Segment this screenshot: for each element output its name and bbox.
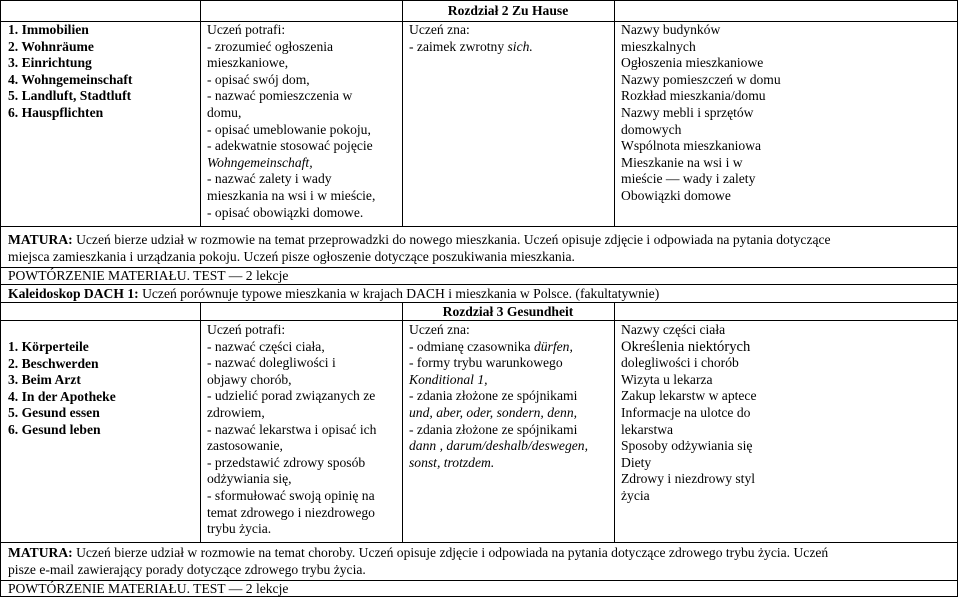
topic-item: 1. Immobilien	[8, 22, 89, 37]
chapter3-topic-list	[8, 339, 116, 439]
skills-header: Uczeń potrafi:	[207, 22, 286, 37]
vocab-line: dolegliwości i chorób	[621, 355, 739, 371]
skill-line: - opisać swój dom,	[207, 71, 310, 87]
skill-line: - sformułować swoją opinię na	[207, 487, 375, 503]
col-divider	[402, 0, 403, 226]
skill-line: domu,	[207, 104, 242, 120]
vocab-line: mieszkalnych	[621, 38, 696, 54]
skill-line: mieszkania na wsi i w mieście,	[207, 187, 376, 203]
col-divider	[614, 0, 615, 21]
vocab-line: Nazwy budynków	[621, 22, 721, 37]
matura-text: Uczeń bierze udział w rozmowie na temat choroby. Uczeń opisuje zdjęcie i odpowiada na pytania dotyczące zdrowego trybu życia. Uczeń	[72, 545, 829, 560]
vocab-line: mieście — wady i zalety	[621, 171, 756, 187]
vocab-line: domowych	[621, 121, 682, 137]
skill-line: - udzielić porad związanych ze	[207, 388, 376, 404]
skill-line: zdrowiem,	[207, 404, 265, 420]
topic-item: 6. Gesund leben	[8, 421, 101, 437]
knows-header: Uczeń zna:	[409, 322, 470, 337]
col-divider	[200, 21, 201, 226]
chapter3-knows	[409, 322, 588, 471]
row-divider	[0, 542, 958, 543]
topic-item: 4. Wohngemeinschaft	[8, 71, 133, 87]
vocab-line: Informacje na ulotce do	[621, 404, 751, 420]
skill-line: - nazwać części ciała,	[207, 338, 325, 354]
topic-item: 4. In der Apotheke	[8, 388, 116, 404]
knows-text: - zaimek zwrotny	[409, 38, 508, 54]
vocab-line: Ogłoszenia mieszkaniowe	[621, 55, 764, 71]
skill-line: - opisać obowiązki domowe.	[207, 204, 364, 220]
chapter2-heading: Rozdział 2 Zu Hause	[447, 3, 569, 18]
topic-item: 1. Körperteile	[8, 339, 89, 354]
skill-line: - nazwać lekarstwa i opisać ich	[207, 421, 377, 437]
vocab-line: Zdrowy i niezdrowy styl	[621, 471, 756, 487]
knows-line: sonst, trotzdem.	[409, 454, 495, 470]
matura-label: MATURA:	[8, 232, 73, 247]
vocab-line: Określenia niektórych	[621, 338, 751, 355]
chapter2-knows	[409, 22, 533, 55]
knows-header: Uczeń zna:	[409, 22, 470, 37]
kaleidoskop-row	[8, 286, 659, 303]
skill-line: temat zdrowego i niezdrowego	[207, 504, 375, 520]
skill-line: odżywiania się,	[207, 471, 292, 487]
chapter3-matura	[8, 545, 828, 578]
topic-item: 2. Beschwerden	[8, 355, 99, 371]
skill-line: - zrozumieć ogłoszenia	[207, 38, 334, 54]
vocab-line: Nazwy pomieszczeń w domu	[621, 71, 781, 87]
chapter3-skills	[207, 322, 376, 538]
vocab-line: Sposoby odżywiania się	[621, 438, 753, 454]
matura-label: MATURA:	[8, 545, 73, 560]
vocab-line: Wizyta u lekarza	[621, 371, 713, 387]
vocab-line: Mieszkanie na wsi i w	[621, 154, 743, 170]
chapter2-matura	[8, 232, 831, 265]
knows-text: - odmianę czasownika	[409, 338, 534, 354]
matura-line: pisze e-mail zawierający porady dotyczące zdrowego trybu życia.	[8, 561, 366, 577]
vocab-line: lekarstwa	[621, 421, 674, 437]
vocab-line: Wspólnota mieszkaniowa	[621, 138, 762, 154]
matura-line: miejsca zamieszkania i urządzania pokoju. Uczeń pisze ogłoszenie dotyczące poszukiwania mieszkania.	[8, 248, 575, 264]
kaleidoskop-label: Kaleidoskop DACH 1:	[8, 286, 139, 301]
col-divider	[200, 0, 201, 21]
knows-line: und, aber, oder, sondern, denn,	[409, 404, 578, 420]
knows-italic: sich.	[507, 38, 533, 54]
chapter2-skills	[207, 22, 375, 221]
row-divider	[0, 226, 958, 227]
kaleidoskop-text: Uczeń porównuje typowe mieszkania w krajach DACH i mieszkania w Polsce. (fakultatywnie)	[138, 286, 660, 301]
topic-item: 6. Hauspflichten	[8, 104, 104, 120]
chapter2-vocab	[621, 22, 781, 205]
vocab-line: Diety	[621, 454, 652, 470]
topic-item: 3. Einrichtung	[8, 55, 92, 71]
chapter3-vocab	[621, 322, 757, 505]
matura-line	[8, 232, 831, 249]
topic-item: 5. Gesund essen	[8, 405, 100, 421]
skill-line: - nazwać pomieszczenia w	[207, 88, 353, 104]
topic-item: 2. Wohnräume	[8, 38, 94, 54]
skill-line: - nazwać zalety i wady	[207, 171, 332, 187]
chapter2-topic-list	[8, 22, 132, 122]
col-divider	[200, 302, 201, 542]
skill-line: zastosowanie,	[207, 438, 283, 454]
knows-line: dann , darum/deshalb/deswegen,	[409, 438, 588, 454]
knows-line: - formy trybu warunkowego	[409, 355, 563, 371]
skill-line: Wohngemeinschaft,	[207, 154, 313, 170]
matura-text: Uczeń bierze udział w rozmowie na temat przeprowadzki do nowego mieszkania. Uczeń opisuje zdjęcie i odpowiada na pytania dotyczące	[72, 232, 831, 247]
matura-line	[8, 545, 828, 562]
vocab-line: Nazwy mebli i sprzętów	[621, 104, 754, 120]
skill-line: - adekwatnie stosować pojęcie	[207, 138, 373, 154]
vocab-line: Nazwy części ciała	[621, 322, 726, 337]
knows-line	[409, 339, 588, 356]
knows-italic: dürfen,	[533, 338, 573, 354]
skill-line: - nazwać dolegliwości i	[207, 355, 336, 371]
col-divider	[614, 302, 615, 542]
skill-line: objawy chorób,	[207, 371, 292, 387]
knows-line	[409, 39, 533, 56]
skill-line: - opisać umeblowanie pokoju,	[207, 121, 371, 137]
topic-item: 3. Beim Arzt	[8, 372, 81, 388]
chapter3-heading: Rozdział 3 Gesundheit	[442, 304, 574, 319]
skill-line: - przedstawić zdrowy sposób	[207, 454, 366, 470]
vocab-line: Rozkład mieszkania/domu	[621, 88, 766, 104]
skill-line: mieszkaniowe,	[207, 55, 289, 71]
col-divider	[614, 21, 615, 226]
col-divider	[402, 302, 403, 542]
chapter3-review: POWTÓRZENIE MATERIAŁU. TEST — 2 lekcje	[8, 581, 289, 596]
vocab-line: Zakup lekarstw w aptece	[621, 388, 757, 404]
skill-line: trybu życia.	[207, 521, 272, 537]
vocab-line: życia	[621, 487, 650, 503]
knows-line: Konditional 1,	[409, 371, 488, 387]
topic-item: 5. Landluft, Stadtluft	[8, 88, 132, 104]
skills-header: Uczeń potrafi:	[207, 322, 286, 337]
knows-line: - zdania złożone ze spójnikami	[409, 421, 578, 437]
chapter2-review: POWTÓRZENIE MATERIAŁU. TEST — 2 lekcje	[8, 268, 289, 283]
knows-line: - zdania złożone ze spójnikami	[409, 388, 578, 404]
vocab-line: Obowiązki domowe	[621, 187, 731, 203]
